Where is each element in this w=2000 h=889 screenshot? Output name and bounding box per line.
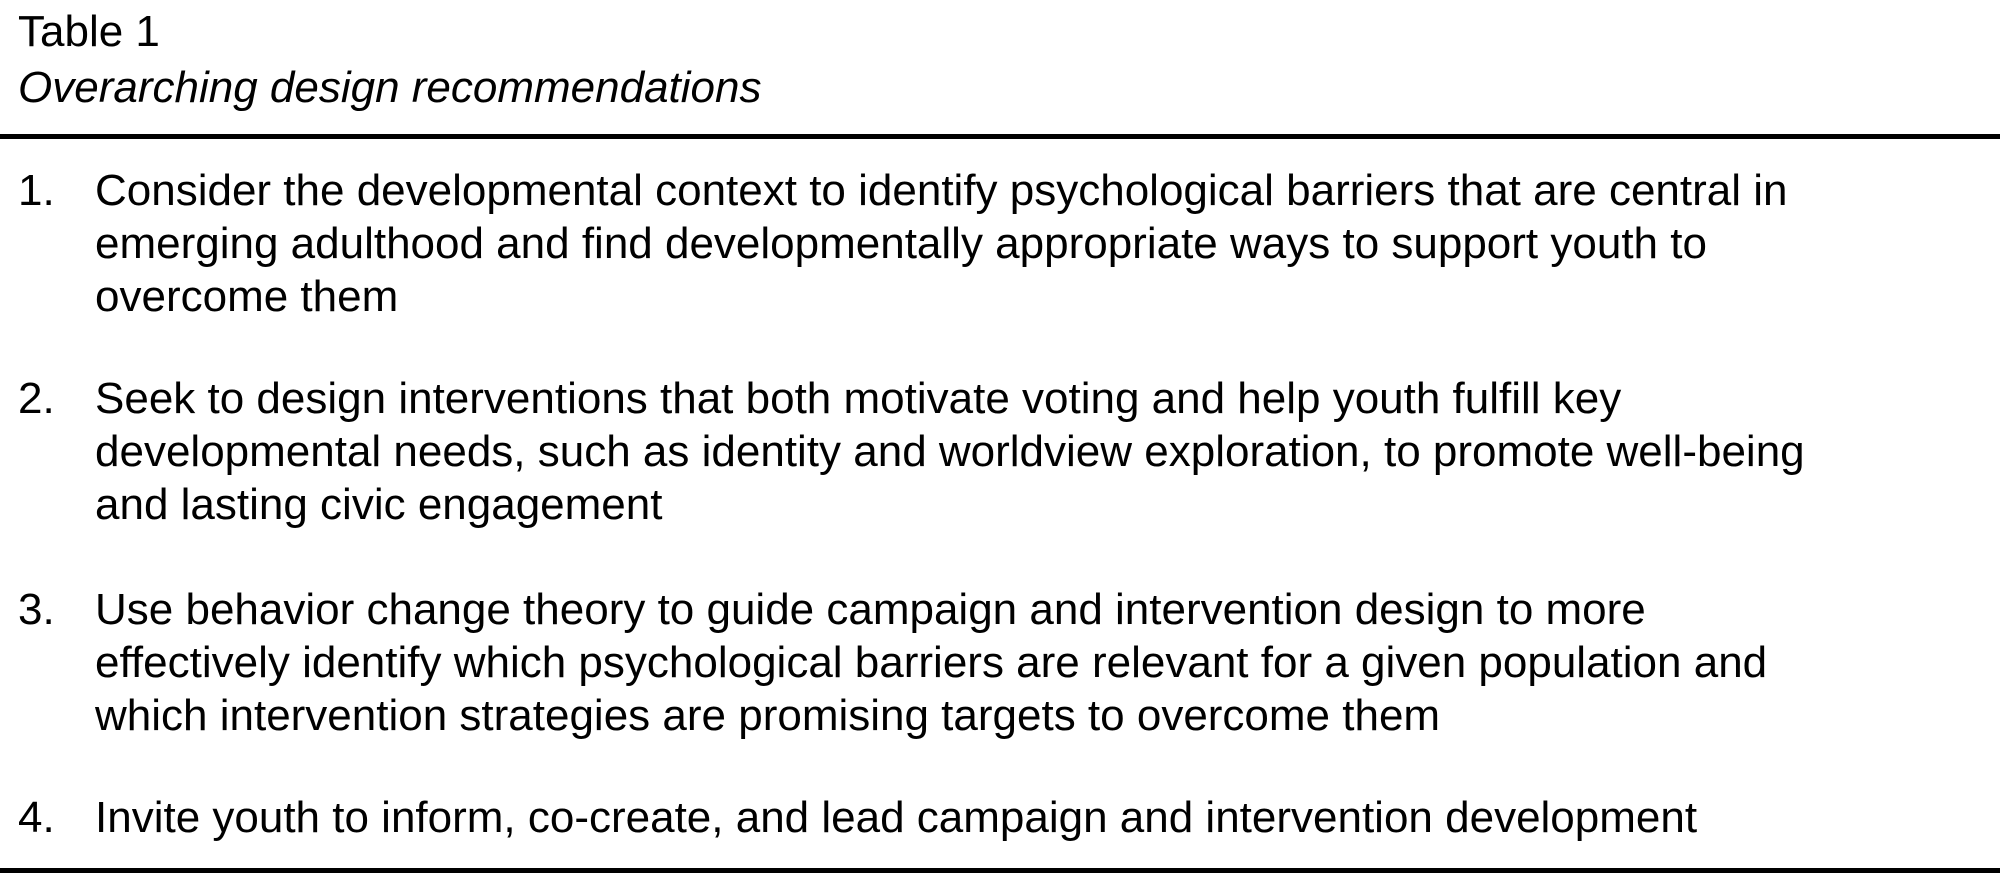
recommendation-number: 4. <box>18 793 55 842</box>
recommendation-number: 1. <box>18 166 55 215</box>
recommendation-line: which intervention strategies are promising targets to overcome them <box>95 691 1441 740</box>
recommendation-text <box>95 791 2000 844</box>
recommendation-number: 3. <box>18 585 55 634</box>
recommendation-line: developmental needs, such as identity and worldview exploration, to promote well-being <box>95 427 1805 476</box>
recommendation-text <box>95 372 2000 531</box>
recommendation-text <box>95 164 2000 323</box>
table-label: Table 1 <box>18 7 160 56</box>
table-title: Overarching design recommendations <box>18 63 762 112</box>
recommendation-line: Consider the developmental context to identify psychological barriers that are central in <box>95 166 1788 215</box>
recommendation-line: Seek to design interventions that both motivate voting and help youth fulfill key <box>95 374 1622 423</box>
recommendation-line: Use behavior change theory to guide campaign and intervention design to more <box>95 585 1646 634</box>
recommendation-line: emerging adulthood and find developmentally appropriate ways to support youth to <box>95 219 1707 268</box>
recommendation-line: and lasting civic engagement <box>95 480 663 529</box>
recommendation-number: 2. <box>18 374 55 423</box>
recommendation-line: effectively identify which psychological barriers are relevant for a given population and <box>95 638 1768 687</box>
recommendation-text <box>95 583 2000 742</box>
recommendation-line: overcome them <box>95 272 399 321</box>
recommendation-line: Invite youth to inform, co-create, and lead campaign and intervention development <box>95 793 1698 842</box>
bottom-rule <box>0 868 2000 873</box>
